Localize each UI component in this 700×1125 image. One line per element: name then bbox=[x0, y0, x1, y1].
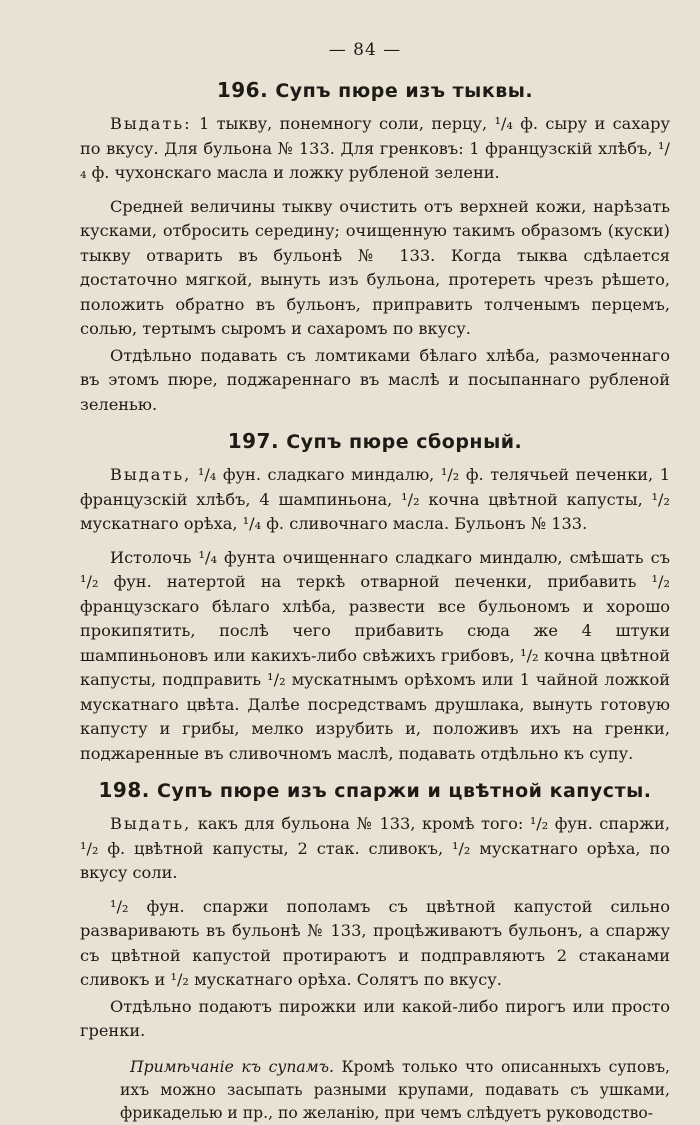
recipe-paragraph: Отдѣльно подаютъ пирожки или какой-либо пирогъ или просто гренки. bbox=[80, 996, 670, 1040]
ingredients-text: какъ для бульона № 133, кромѣ того: ¹/₂ фун. спаржи, ¹/₂ ф. цвѣтной капусты, 2 стак. сливокъ, ¹/₂ мускатнаго орѣха, по вкусу соли. bbox=[80, 814, 670, 882]
page-number: — 84 — bbox=[328, 40, 402, 60]
note-heading: Примѣчаніе къ супамъ. bbox=[130, 1057, 334, 1076]
recipe-title-text: Супъ пюре изъ тыквы. bbox=[275, 80, 534, 102]
recipe-title bbox=[80, 78, 670, 102]
recipe-number: 197. bbox=[227, 429, 280, 453]
ingredients-lead: Выдать: bbox=[110, 114, 192, 133]
ingredients-lead: Выдать, bbox=[110, 465, 192, 484]
recipe-title bbox=[80, 778, 670, 802]
soup-note bbox=[80, 1056, 670, 1125]
recipe-paragraph: ¹/₂ фун. спаржи пополамъ съ цвѣтной капустой сильно разваривають въ бульонѣ № 133, процѣживаютъ бульонъ, а спаржу съ цвѣтной капустой протираютъ и подправляютъ 2 стаканами сливокъ и ¹/₂ мускатнаго орѣха. Солятъ по вкусу. bbox=[80, 896, 670, 989]
recipe-number: 196. bbox=[216, 78, 269, 102]
ingredients-text: 1 тыкву, понемногу соли, перцу, ¹/₄ ф. сыру и сахару по вкусу. Для бульона № 133. Для гренковъ: 1 французскій хлѣбъ, ¹/₄ ф. чухонскаго масла и ложку рубленой зелени. bbox=[80, 114, 670, 182]
recipe-ingredients bbox=[80, 112, 670, 186]
recipe-197 bbox=[80, 429, 670, 766]
recipe-title-text: Супъ пюре сборный. bbox=[286, 431, 523, 453]
recipe-paragraph: Отдѣльно подавать съ ломтиками бѣлаго хлѣба, размоченнаго въ этомъ пюре, поджареннаго въ маслѣ и посыпаннаго рубленой зеленью. bbox=[80, 345, 670, 414]
recipe-title bbox=[80, 429, 670, 453]
recipe-196 bbox=[80, 78, 670, 417]
note-text: Кромѣ только что описанныхъ суповъ, ихъ можно засыпать разными крупами, подавать съ ушками, фрикаделью и пр., по желанію, при чемъ слѣдуетъ руководство- bbox=[120, 1057, 670, 1122]
recipe-title-text: Супъ пюре изъ спаржи и цвѣтной капусты. bbox=[157, 780, 652, 802]
recipe-paragraph: Средней величины тыкву очистить отъ верхней кожи, нарѣзать кусками, отбросить середину; очищенную такимъ образомъ (куски) тыкву отварить въ бульонѣ № 133. Когда тыква сдѣлается достаточно мягкой, вынуть изъ бульона, протереть чрезъ рѣшето, положить обратно въ бульонъ, приправить толченымъ перцемъ, солью, тертымъ сыромъ и сахаромъ по вкусу. bbox=[80, 196, 670, 338]
ingredients-lead: Выдать, bbox=[110, 814, 192, 833]
recipe-198 bbox=[80, 778, 670, 1044]
recipe-ingredients bbox=[80, 463, 670, 537]
recipe-ingredients bbox=[80, 812, 670, 886]
recipe-paragraph: Истолочь ¹/₄ фунта очищеннаго сладкаго миндалю, смѣшать съ ¹/₂ фун. натертой на теркѣ отварной печенки, прибавить ¹/₂ французскаго бѣлаго хлѣба, развести все бульономъ и хорошо прокипятить, послѣ чего прибавить сюда же 4 штуки шампиньоновъ или какихъ-либо свѣжихъ грибовъ, ¹/₂ кочна цвѣтной капусты, подправить ¹/₂ мускатнымъ орѣхомъ или 1 чайной ложкой мускатнаго цвѣта. Далѣе посредствамъ друшлака, вынуть готовую капусту и грибы, мелко изрубить и, положивъ ихъ на гренки, поджаренные въ сливочномъ маслѣ, подавать отдѣльно къ супу. bbox=[80, 547, 670, 763]
recipe-number: 198. bbox=[98, 778, 150, 802]
ingredients-text: ¹/₄ фун. сладкаго миндалю, ¹/₂ ф. телячьей печенки, 1 французскій хлѣбъ, 4 шампиньона, ¹/₂ кочна цвѣтной капусты, ¹/₂ мускатнаго орѣха, ¹/₄ ф. сливочнаго масла. Бульонъ № 133. bbox=[80, 465, 670, 533]
